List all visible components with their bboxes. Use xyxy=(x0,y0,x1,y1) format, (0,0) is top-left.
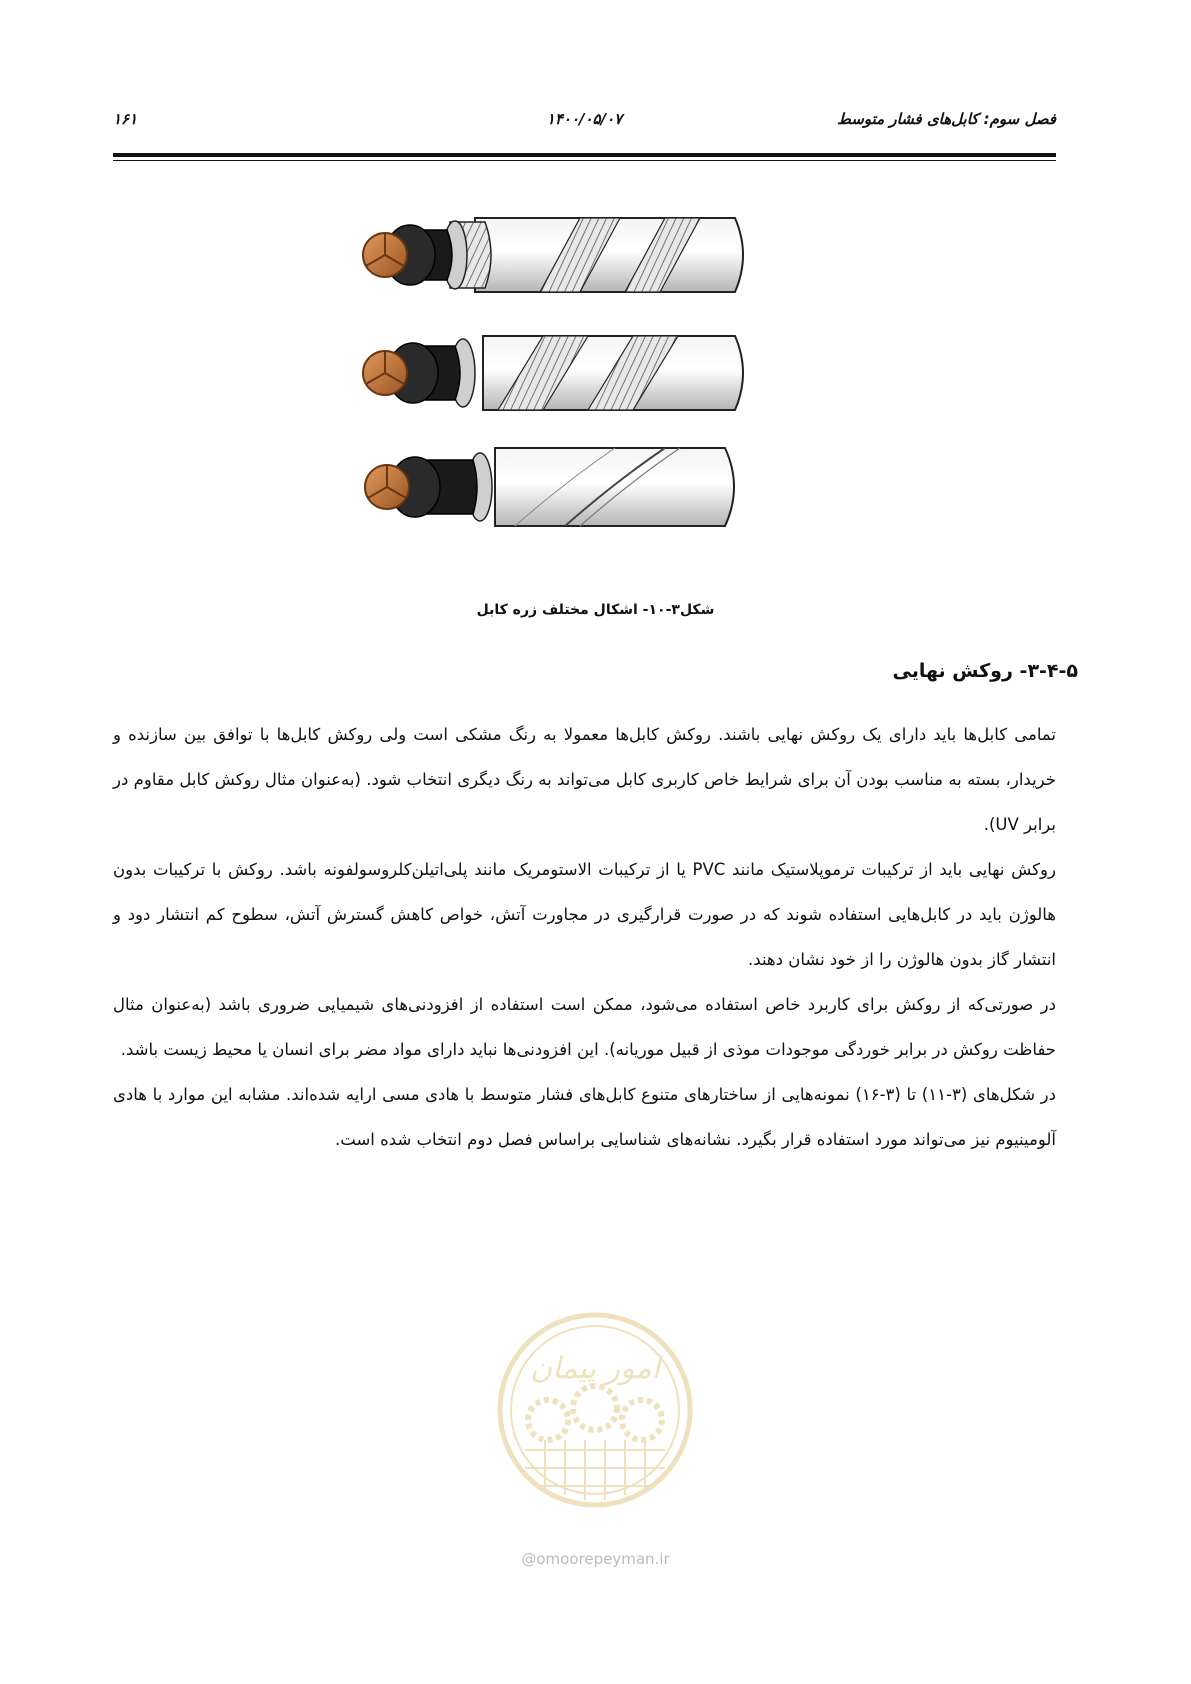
section-heading: ۳-۴-۵- روکش نهایی xyxy=(892,660,1078,682)
cable-armour-figure xyxy=(355,210,815,570)
paragraph-2: روکش نهایی باید از ترکیبات ترموپلاستیک مانند PVC یا از ترکیبات الاستومریک مانند پلی‌اتیلن‌کلروسولفونه باشد. روکش با ترکیبات بدون هالوژن باید در کابل‌هایی استفاده شوند که در صورت قرارگیری در مجاورت آتش، خواص کاهش گسترش آتش، سطوح کم انتشار دود و انتشار گاز بدون هالوژن را از خود نشان دهند. xyxy=(113,860,1056,969)
watermark-url: @omoorepeyman.ir xyxy=(521,1550,670,1568)
figure-caption: شکل۳-۱۰- اشکال مختلف زره کابل xyxy=(476,602,715,618)
page-header xyxy=(113,110,1056,140)
header-rule-thin xyxy=(113,160,1056,161)
header-date: ۱۴۰۰/۰۵/۰۷ xyxy=(546,110,623,128)
chapter-title: فصل سوم: کابل‌های فشار متوسط xyxy=(837,110,1056,128)
cable-strip-armour xyxy=(363,336,743,410)
paragraph-4: در شکل‌های (۳-۱۱) تا (۳-۱۶) نمونه‌هایی از ساختارهای متنوع کابل‌های فشار متوسط با هادی مسی ارایه شده‌اند. مشابه این موارد با هادی آلومینیوم نیز می‌تواند مورد استفاده قرار بگیرد. نشانه‌های شناسایی براساس فصل دوم انتخاب شده است. xyxy=(113,1085,1057,1149)
page-number: ۱۶۱ xyxy=(113,110,138,128)
watermark-logo-text: امور پیمان xyxy=(530,1351,660,1386)
watermark-seal xyxy=(490,1290,700,1540)
watermark-logo xyxy=(490,1290,700,1540)
paragraph-3: در صورتی‌که از روکش برای کاربرد خاص استفاده می‌شود، ممکن است استفاده از افزودنی‌های شیمیایی ضروری باشد (به‌عنوان مثال حفاظت روکش در برابر خوردگی موجودات موذی از قبیل موریانه). این افزودنی‌ها نباید دارای مواد مضر برای انسان یا محیط زیست باشد. xyxy=(113,995,1056,1059)
body-text xyxy=(113,712,1056,1162)
cable-wire-armour xyxy=(363,218,743,292)
header-rule-thick xyxy=(113,153,1056,157)
cable-tape-armour xyxy=(365,448,734,526)
paragraph-1: تمامی کابل‌ها باید دارای یک روکش نهایی باشند. روکش کابل‌ها معمولا به رنگ مشکی است ولی روکش کابل‌ها با توافق بین سازنده و خریدار، بسته به مناسب بودن آن برای شرایط خاص کاربری کابل می‌تواند به رنگ دیگری انتخاب شود. (به‌عنوان مثال روکش کابل مقاوم در برابر UV). xyxy=(113,725,1056,834)
cable-illustrations xyxy=(355,210,815,570)
